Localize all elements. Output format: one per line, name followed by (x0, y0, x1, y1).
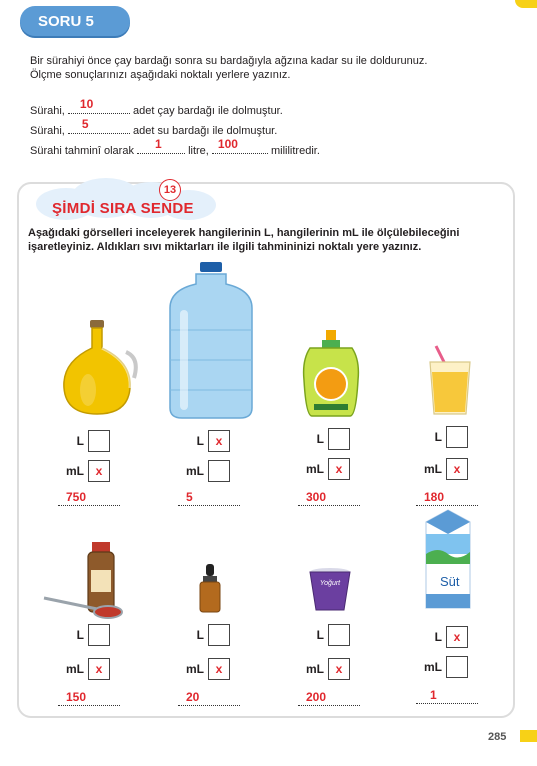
ml-option: mL x (280, 658, 380, 680)
l-checkbox[interactable] (88, 624, 110, 646)
intro-line-2: Ölçme sonuçlarınızı aşağıdaki noktalı yerlere yazınız. (30, 69, 291, 81)
l-option: L (40, 624, 140, 646)
l-option: L (398, 426, 498, 448)
answer-value: 1 (155, 137, 162, 151)
ml-checkbox[interactable]: x (88, 460, 110, 482)
fill-line-estimate: Sürahi tahminî olarak 1 litre, 100 mililitredir. (30, 137, 320, 157)
l-option: L (160, 624, 260, 646)
section-number-badge: 13 (159, 179, 181, 201)
estimate-field[interactable] (160, 490, 260, 506)
answer-field[interactable] (68, 117, 130, 134)
answer-field[interactable] (137, 137, 185, 154)
l-option: L (280, 428, 380, 450)
oil-jug-icon (40, 318, 140, 418)
corner-accent (515, 0, 537, 8)
estimate-value: 750 (66, 490, 87, 504)
l-checkbox[interactable]: x (446, 626, 468, 648)
item-oil (40, 318, 140, 504)
l-checkbox[interactable] (328, 428, 350, 450)
answer-value: 10 (79, 97, 94, 111)
ml-option: mL x (398, 458, 498, 480)
l-checkbox[interactable]: x (208, 430, 230, 452)
section-title: ŞİMDİ SIRA SENDE (52, 200, 194, 217)
juice-glass-icon (398, 344, 498, 418)
ml-checkbox[interactable]: x (328, 658, 350, 680)
estimate-value: 300 (306, 490, 327, 504)
ml-option: mL x (40, 658, 140, 680)
estimate-value: 5 (186, 490, 193, 504)
l-checkbox[interactable] (208, 624, 230, 646)
ml-option: mL x (40, 460, 140, 482)
item-dish-soap (280, 330, 380, 504)
ml-checkbox[interactable] (208, 460, 230, 482)
l-option: L (40, 430, 140, 452)
estimate-value: 180 (424, 490, 445, 504)
item-milk (398, 508, 498, 708)
fill-line-tea-glass: Sürahi, 10 adet çay bardağı ile dolmuştur. (30, 97, 283, 117)
estimate-value: 150 (66, 690, 87, 704)
answer-value: 100 (217, 137, 238, 151)
estimate-field[interactable] (398, 688, 498, 704)
fill-line-water-glass: Sürahi, 5 adet su bardağı ile dolmuştur. (30, 117, 278, 137)
l-option: L x (398, 626, 498, 648)
item-dropper (160, 562, 260, 722)
page-number: 285 (488, 731, 507, 743)
item-water-bottle (160, 260, 260, 504)
estimate-field[interactable] (280, 490, 380, 506)
water-bottle-icon (160, 260, 260, 420)
estimate-field[interactable] (40, 490, 140, 506)
question-badge: SORU 5 (20, 6, 130, 36)
ml-option: mL x (280, 458, 380, 480)
intro-text (30, 54, 510, 82)
estimate-field[interactable] (40, 690, 140, 706)
estimate-value: 20 (186, 690, 200, 704)
l-option: L x (160, 430, 260, 452)
answer-value: 5 (81, 117, 89, 131)
dropper-bottle-icon (160, 562, 260, 614)
milk-carton-icon (398, 508, 498, 610)
l-option: L (280, 624, 380, 646)
ml-option: mL (398, 656, 498, 678)
estimate-field[interactable] (398, 490, 498, 506)
ml-option: mL (160, 460, 260, 482)
yogurt-cup-icon (280, 566, 380, 612)
l-checkbox[interactable] (328, 624, 350, 646)
syrup-bottle-icon (40, 540, 140, 620)
item-syrup (40, 540, 140, 704)
page-corner-bar (520, 730, 537, 742)
ml-checkbox[interactable]: x (328, 458, 350, 480)
instruction-text: Aşağıdaki görselleri inceleyerek hangilerinin L, hangilerinin mL ile ölçülebileceğini işaretleyiniz. Aldıkları sıvı miktarları ile ilgili tahmininizi noktalı yere yazınız. (28, 227, 460, 253)
item-juice-glass (398, 344, 498, 504)
estimate-field[interactable] (160, 690, 260, 706)
estimate-value: 200 (306, 690, 327, 704)
l-checkbox[interactable] (88, 430, 110, 452)
answer-field[interactable] (212, 137, 268, 154)
milk-label: Süt (440, 574, 460, 589)
estimate-field[interactable] (280, 690, 380, 706)
ml-checkbox[interactable]: x (208, 658, 230, 680)
item-yogurt (280, 566, 380, 726)
answer-field[interactable] (68, 97, 130, 114)
ml-checkbox[interactable]: x (446, 458, 468, 480)
ml-option: mL x (160, 658, 260, 680)
intro-line-1: Bir sürahiyi önce çay bardağı sonra su bardağıyla ağzına kadar su ile doldurunuz. (30, 55, 428, 67)
estimate-value: 1 (430, 688, 437, 702)
dish-soap-icon (280, 330, 380, 418)
ml-checkbox[interactable] (446, 656, 468, 678)
yogurt-label: Yoğurt (319, 580, 341, 587)
ml-checkbox[interactable]: x (88, 658, 110, 680)
l-checkbox[interactable] (446, 426, 468, 448)
